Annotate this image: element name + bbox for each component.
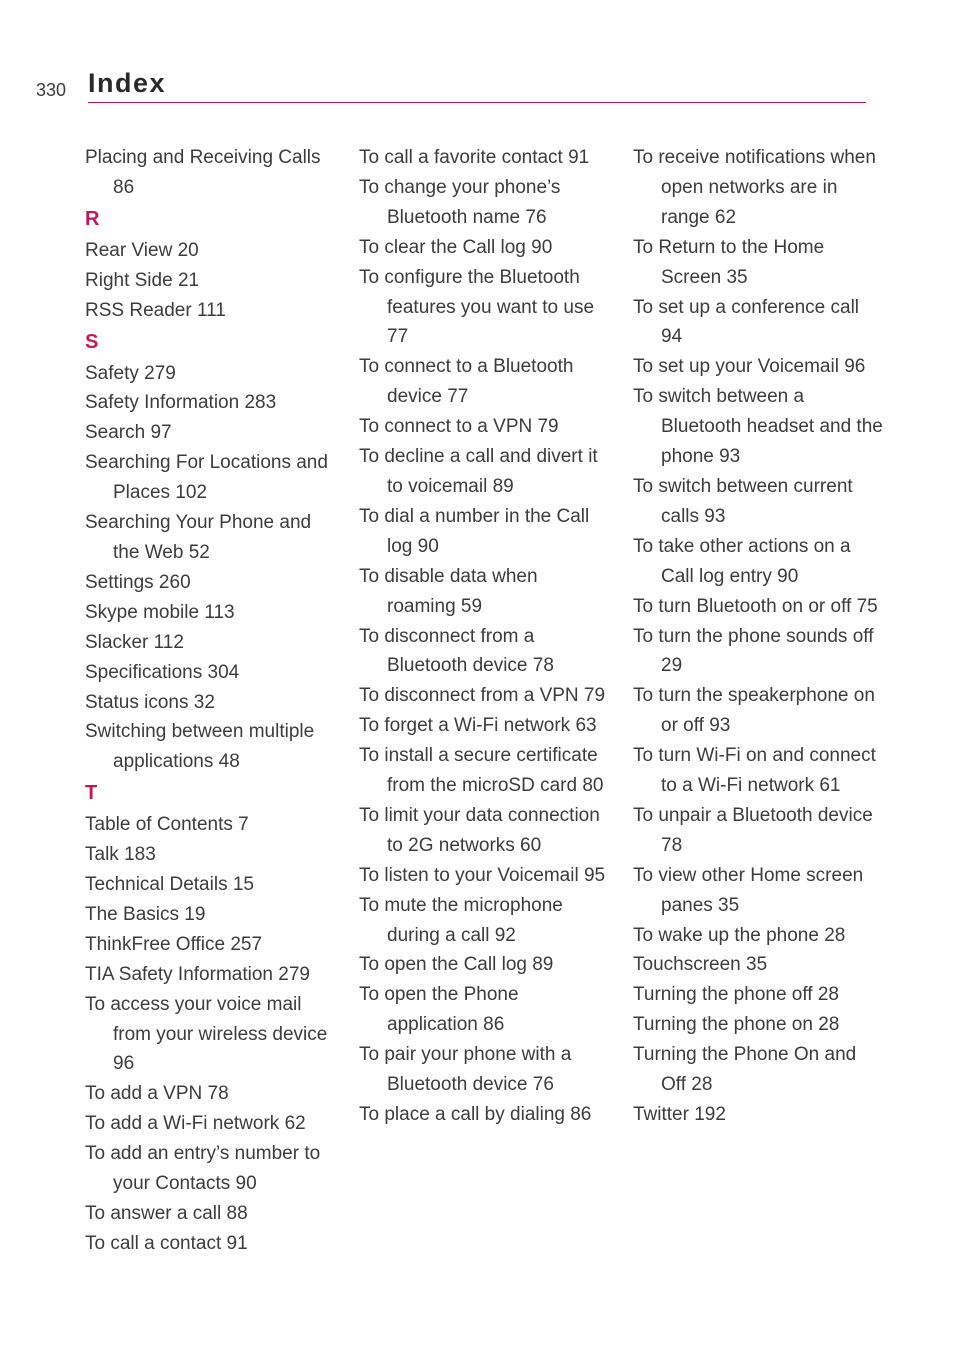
index-entry: Skype mobile 113 bbox=[85, 601, 235, 623]
index-entry: To connect to a Bluetooth device 77 bbox=[359, 356, 574, 408]
index-entry: Searching For Locations and Places 102 bbox=[85, 452, 328, 504]
index-entry: To listen to your Voicemail 95 bbox=[359, 864, 606, 886]
index-entry: Table of Contents 7 bbox=[85, 814, 249, 836]
index-entry: Turning the phone off 28 bbox=[633, 984, 839, 1006]
index-entry: Touchscreen 35 bbox=[633, 954, 768, 976]
section-letter: T bbox=[85, 782, 98, 805]
index-entry: To turn the phone sounds off 29 bbox=[633, 625, 874, 677]
index-column-2 bbox=[359, 143, 609, 1130]
index-entry: To open the Call log 89 bbox=[359, 954, 554, 976]
index-entry: To forget a Wi-Fi network 63 bbox=[359, 715, 597, 737]
index-entry: To clear the Call log 90 bbox=[359, 236, 553, 258]
index-entry: To dial a number in the Call log 90 bbox=[359, 505, 590, 557]
index-entry: To view other Home screen panes 35 bbox=[633, 864, 864, 916]
index-entry: Slacker 112 bbox=[85, 631, 184, 653]
index-entry: To install a secure certificate from the microSD card 80 bbox=[359, 745, 604, 797]
index-entry: To connect to a VPN 79 bbox=[359, 416, 559, 438]
index-entry: To switch between current calls 93 bbox=[633, 475, 853, 527]
index-entry: To wake up the phone 28 bbox=[633, 924, 846, 946]
index-entry: Switching between multiple applications 48 bbox=[85, 721, 315, 773]
index-entry: To set up your Voicemail 96 bbox=[633, 356, 866, 378]
index-column-3 bbox=[633, 143, 883, 1130]
index-entry: To turn the speakerphone on or off 93 bbox=[633, 685, 875, 737]
index-entry: To limit your data connection to 2G networks 60 bbox=[359, 804, 600, 856]
index-entry: TIA Safety Information 279 bbox=[85, 963, 310, 985]
index-entry: To decline a call and divert it to voicemail 89 bbox=[359, 446, 598, 497]
index-entry: To answer a call 88 bbox=[85, 1203, 248, 1224]
index-entry: The Basics 19 bbox=[85, 903, 206, 925]
index-entry: To access your voice mail from your wireless device 96 bbox=[85, 993, 328, 1075]
index-entry: To turn Bluetooth on or off 75 bbox=[633, 595, 878, 617]
section-letter: S bbox=[85, 330, 99, 353]
index-entry: Turning the Phone On and Off 28 bbox=[633, 1044, 857, 1096]
index-entry: Twitter 192 bbox=[633, 1104, 726, 1125]
index-entry: To place a call by dialing 86 bbox=[359, 1104, 592, 1125]
index-entry: Searching Your Phone and the Web 52 bbox=[85, 512, 312, 563]
index-column-1 bbox=[85, 143, 335, 1259]
index-entry: Settings 260 bbox=[85, 571, 191, 593]
section-letter: R bbox=[85, 207, 100, 230]
index-entry: To add a VPN 78 bbox=[85, 1083, 229, 1105]
page-number: 330 bbox=[36, 80, 67, 100]
index-entry: ThinkFree Office 257 bbox=[85, 933, 263, 955]
index-entry: To mute the microphone during a call 92 bbox=[359, 894, 563, 946]
title-divider bbox=[88, 102, 866, 103]
index-entry: Safety Information 283 bbox=[85, 392, 277, 414]
index-entry: To Return to the Home Screen 35 bbox=[633, 236, 825, 288]
index-entry: To disconnect from a VPN 79 bbox=[359, 685, 606, 707]
index-entry: To unpair a Bluetooth device 78 bbox=[633, 804, 873, 856]
index-entry: Talk 183 bbox=[85, 844, 156, 866]
index-entry: To disable data when roaming 59 bbox=[359, 565, 538, 617]
index-entry: Placing and Receiving Calls 86 bbox=[85, 147, 321, 198]
index-entry: Specifications 304 bbox=[85, 661, 240, 683]
index-entry: Status icons 32 bbox=[85, 691, 215, 713]
index-entry: Rear View 20 bbox=[85, 239, 199, 261]
page-title: Index bbox=[88, 68, 167, 98]
index-entry: RSS Reader 111 bbox=[85, 299, 226, 321]
index-entry: Search 97 bbox=[85, 422, 172, 444]
index-entry: Safety 279 bbox=[85, 362, 176, 384]
index-entry: Technical Details 15 bbox=[85, 874, 254, 896]
index-entry: To turn Wi-Fi on and connect to a Wi-Fi network 61 bbox=[633, 745, 876, 797]
index-entry: To configure the Bluetooth features you want to use 77 bbox=[359, 266, 595, 348]
index-entry: To pair your phone with a Bluetooth device 76 bbox=[359, 1044, 572, 1096]
index-entry: To take other actions on a Call log entry 90 bbox=[633, 535, 851, 587]
index-entry: To open the Phone application 86 bbox=[359, 984, 519, 1036]
index-entry: To disconnect from a Bluetooth device 78 bbox=[359, 625, 554, 677]
index-entry: To receive notifications when open networks are in range 62 bbox=[633, 147, 876, 228]
index-entry: To change your phone’s Bluetooth name 76 bbox=[359, 176, 561, 228]
index-entry: To set up a conference call 94 bbox=[633, 296, 860, 348]
index-entry: To call a contact 91 bbox=[85, 1232, 248, 1254]
index-entry: To add an entry’s number to your Contacts 90 bbox=[85, 1143, 321, 1195]
index-entry: To switch between a Bluetooth headset and the phone 93 bbox=[633, 386, 883, 468]
index-entry: To add a Wi-Fi network 62 bbox=[85, 1113, 306, 1135]
index-entry: To call a favorite contact 91 bbox=[359, 147, 590, 168]
index-entry: Right Side 21 bbox=[85, 269, 200, 291]
index-entry: Turning the phone on 28 bbox=[633, 1014, 840, 1036]
